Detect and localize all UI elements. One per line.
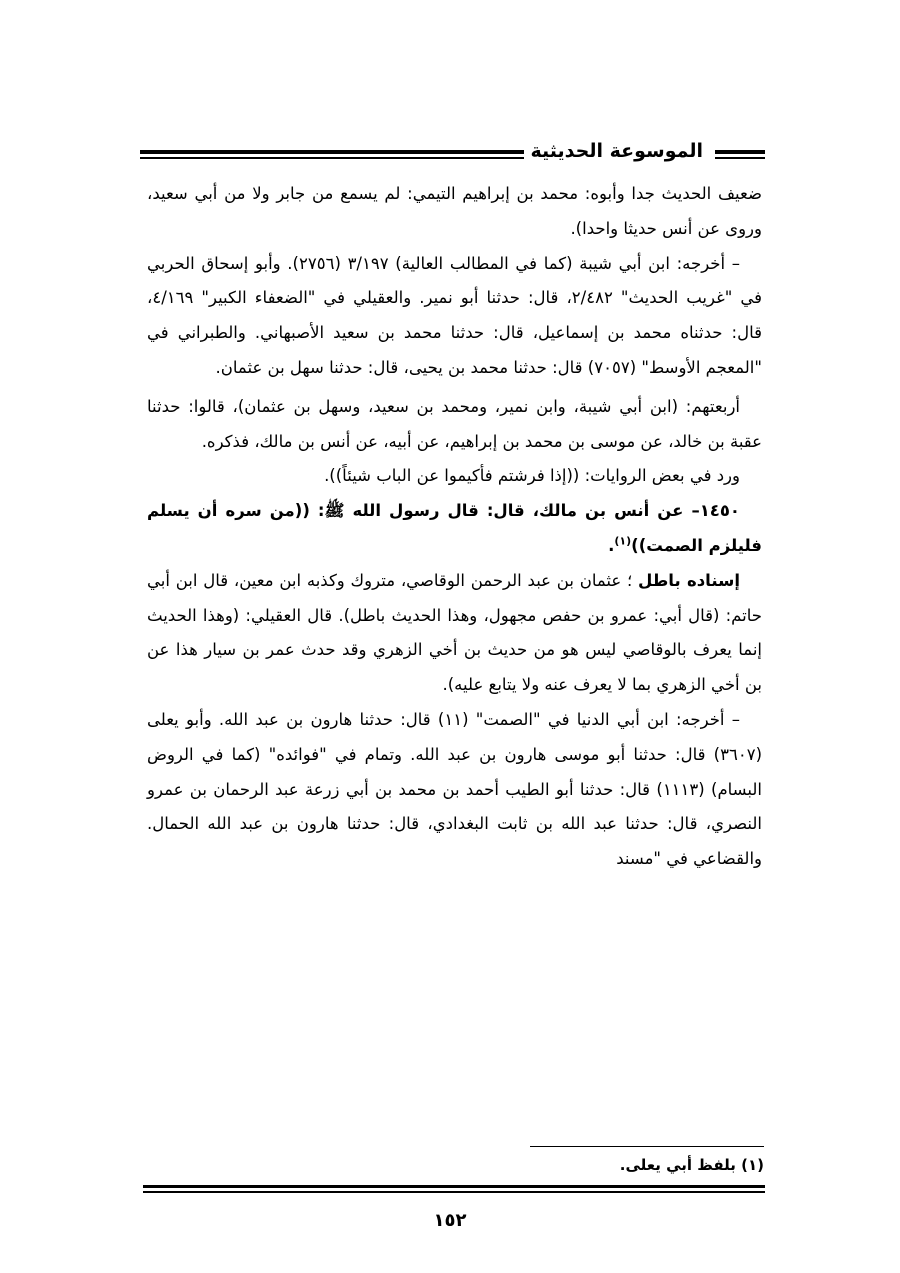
footnote-separator bbox=[530, 1146, 764, 1147]
header-title: الموسوعة الحديثية bbox=[524, 140, 711, 162]
footnote-reference: (١) bbox=[614, 534, 632, 548]
paragraph-takhrij-1: – أخرجه: ابن أبي شيبة (كما في المطالب العالية) ٣/١٩٧ (٢٧٥٦). وأبو إسحاق الحربي في "غريب الحديث" ٢/٤٨٢، قال: حدثنا أبو نمير. والعقيلي في "الضعفاء الكبير" ٤/١٦٩، قال: حدثناه محمد بن إسماعيل، قال: حدثنا محمد بن سعيد الأصبهاني. والطبراني في "المعجم الأوسط" (٧٠٥٧) قال: حدثنا محمد بن يحيى، قال: حدثنا سهل بن عثمان. bbox=[147, 253, 762, 377]
body-text bbox=[147, 177, 762, 877]
header-rule-right bbox=[715, 150, 765, 160]
paragraph-arbaatuhum: أربعتهم: (ابن أبي شيبة، وابن نمير، ومحمد بن سعيد، وسهل بن عثمان)، قالوا: حدثنا عقبة بن خالد، عن موسى بن محمد بن إبراهيم، عن أبيه، عن أنس بن مالك، فذكره. bbox=[147, 396, 762, 451]
isnad-ruling: إسناده باطل bbox=[638, 570, 740, 590]
page-number: ١٥٢ bbox=[433, 1210, 467, 1231]
paragraph-isnad bbox=[147, 564, 762, 703]
footer-rule bbox=[143, 1185, 765, 1194]
hadith-1450 bbox=[147, 494, 762, 564]
paragraph-variant-narration: ورد في بعض الروايات: ((إذا فرشتم فأكيموا عن الباب شيئاً)). bbox=[324, 466, 740, 486]
paragraph-takhrij-2: – أخرجه: ابن أبي الدنيا في "الصمت" (١١) قال: حدثنا هارون بن عبد الله. وأبو يعلى (٣٦٠٧) قال: حدثنا أبو موسى هارون بن عبد الله. وتمام في "فوائده" (كما في الروض البسام) (١١١٣) قال: حدثنا أبو الطيب أحمد بن محمد بن أبي زرعة عبد الرحمان بن عمرو النصري، قال: حدثنا عبد الله بن ثابت البغدادي، قال: حدثنا هارون بن عبد الله الحمال. والقضاعي في "مسند bbox=[147, 709, 762, 869]
page-header bbox=[140, 138, 765, 172]
paragraph-continuation: ضعيف الحديث جدا وأبوه: محمد بن إبراهيم التيمي: لم يسمع من جابر ولا من أبي سعيد، وروى عن أنس حديثا واحدا). bbox=[147, 184, 762, 238]
footnote: (١) بلفظ أبي يعلى. bbox=[619, 1156, 764, 1174]
hadith-text: ١٤٥٠– عن أنس بن مالك، قال: قال رسول الله ﷺ: ((من سره أن يسلم فليلزم الصمت)) bbox=[147, 501, 762, 555]
isnad-text: ؛ عثمان بن عبد الرحمن الوقاصي، متروك وكذبه ابن معين، قال ابن أبي حاتم: (قال أبي: عمرو بن حفص مجهول، وهذا الحديث باطل). قال العقيلي: (وهذا الحديث إنما يعرف بالوقاصي ليس هو من حديث بن أخي الزهري وقد حدث عمر بن سيار هذا عن بن أخي الزهري بما لا يعرف عنه ولا يتابع عليه). bbox=[147, 570, 762, 695]
hadith-end: . bbox=[608, 535, 615, 555]
